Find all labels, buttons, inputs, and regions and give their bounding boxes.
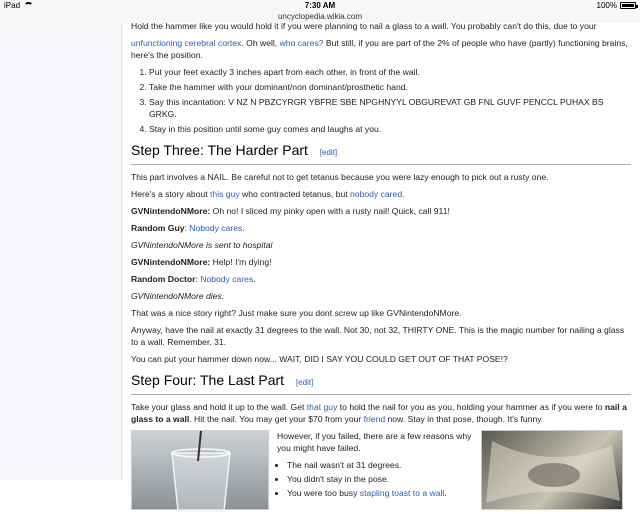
text: . xyxy=(444,488,447,498)
section-title: Step Four: The Last Part xyxy=(131,372,285,388)
status-time: 7:30 AM xyxy=(304,1,336,10)
link-that-guy[interactable]: that guy xyxy=(306,402,338,412)
wall-image[interactable] xyxy=(481,430,623,510)
intro-cut-text: Hold the hammer like you would hold it if you were planning to nail a glass to a wall. You probably can't do this, due to your xyxy=(131,21,597,31)
dialogue-line xyxy=(131,205,631,217)
section-title: Step Three: The Harder Part xyxy=(131,142,308,158)
paragraph: You can put your hammer down now... WAIT, DID I SAY YOU COULD GET OUT OF THAT POSE!? xyxy=(131,354,508,364)
intro-cut-line xyxy=(131,20,631,32)
link-this-guy[interactable]: this guy xyxy=(210,189,240,199)
reasons-list xyxy=(287,459,473,499)
failure-reasons xyxy=(277,430,473,501)
dialogue-line: GVNintendoNMore dies. xyxy=(131,291,225,301)
text: You were too busy xyxy=(287,488,360,498)
intro-text-1: . Oh well, xyxy=(241,38,280,48)
link-friend[interactable]: friend xyxy=(363,414,386,424)
link-nobody-cared[interactable]: nobody cared. xyxy=(350,189,405,199)
link-who-cares[interactable]: who cares? xyxy=(279,38,324,48)
section-heading-step-four xyxy=(131,371,631,395)
text: Take your glass and hold it up to the wall. Get xyxy=(131,402,307,412)
paragraph-story xyxy=(131,188,631,200)
dialogue-line xyxy=(131,256,631,268)
speaker: Random Guy xyxy=(131,223,185,233)
reason-item xyxy=(287,487,473,499)
bold-text: nail a glass to a wall xyxy=(131,402,627,424)
reason-item: • You didn't stay in the pose. xyxy=(287,473,473,485)
paragraph: That was a nice story right? Just make sure you dont screw up like GVNintendoNMore. xyxy=(131,308,462,318)
speaker: GVNintendoNMore: xyxy=(131,257,211,267)
edit-link[interactable]: [edit] xyxy=(319,148,338,157)
reason-item: • The nail wasn't at 31 degrees. xyxy=(287,459,473,471)
glass-illustration xyxy=(132,431,270,511)
dialogue-line: Random Doctor: Nobody cares. xyxy=(131,274,256,284)
dialogue-line: Random Guy: Nobody cares. xyxy=(131,223,245,233)
section-heading-step-three xyxy=(131,141,631,165)
intro-paragraph xyxy=(131,37,631,61)
text: now. Stay in that pose, though. It's funny. xyxy=(385,414,544,424)
paragraph: Anyway, have the nail at exactly 31 degrees to the wall. Not 30, not 32, THIRTY ONE. This is the magic number for nailing a glass to a wall. Remember. 31. xyxy=(131,325,625,347)
edit-link[interactable]: [edit] xyxy=(295,378,314,387)
paragraph: This part involves a NAIL. Be careful not to get tetanus because you were lazy enough to pick out a rusty one. xyxy=(131,172,549,182)
text: Oh no! I sliced my pinky open with a rusty nail! Quick, call 911! xyxy=(210,206,450,216)
position-steps xyxy=(149,66,631,135)
status-bar xyxy=(0,0,640,12)
step-item: 4. Stay in this position until some guy comes and laughs at you. xyxy=(149,123,631,135)
dialogue-line: GVNintendoNMore is sent to hospital xyxy=(131,240,273,250)
step-item: 3. Say this incantation: V NZ N PBZCYRGR YBFRE SBE NPGHNYYL OBGUREVAT GB FNL GUVF PENCCL PUHAX BS GRKG. xyxy=(149,96,631,120)
device-name: iPad xyxy=(4,1,21,10)
battery-percent: 100% xyxy=(596,1,617,10)
speaker: GVNintendoNMore: xyxy=(131,206,211,216)
step-item: 2. Take the hammer with your dominant/non dominant/prosthetic hand. xyxy=(149,81,631,93)
speaker: Random Doctor xyxy=(131,274,196,284)
left-sidebar xyxy=(0,23,122,480)
figure-row xyxy=(131,430,631,510)
text: Here's a story about xyxy=(131,189,211,199)
text: Help! I'm dying! xyxy=(210,257,272,267)
status-right xyxy=(597,1,636,10)
battery-icon xyxy=(620,2,636,9)
wall-illustration xyxy=(482,431,624,511)
link-nobody-cares[interactable]: Nobody cares xyxy=(200,274,254,284)
link-stapling-toast[interactable]: stapling toast to a wall xyxy=(359,488,445,498)
intro-text-2: But still, if you are part of the 2% of people who have (partly) functioning brains, here's the position. xyxy=(131,38,628,60)
paragraph-last-part xyxy=(131,401,631,425)
address-bar[interactable]: uncyclopedia.wikia.com xyxy=(0,12,640,23)
step-item: 1. Put your feet exactly 3 inches apart from each other, in front of the wall. xyxy=(149,66,631,78)
fail-intro: However, if you failed, there are a few reasons why you might have failed. xyxy=(277,431,472,453)
text: . Hit the nail. You may get your $70 from your xyxy=(189,414,364,424)
glass-image[interactable] xyxy=(131,430,269,510)
link-cerebral-cortex[interactable]: unfunctioning cerebral cortex xyxy=(131,38,242,48)
link-nobody-cares[interactable]: Nobody cares xyxy=(189,223,243,233)
article-content xyxy=(131,23,631,510)
text: to hold the nail for you as you, holding your hammer as if you were to xyxy=(337,402,605,412)
text: who contracted tetanus, but xyxy=(239,189,351,199)
